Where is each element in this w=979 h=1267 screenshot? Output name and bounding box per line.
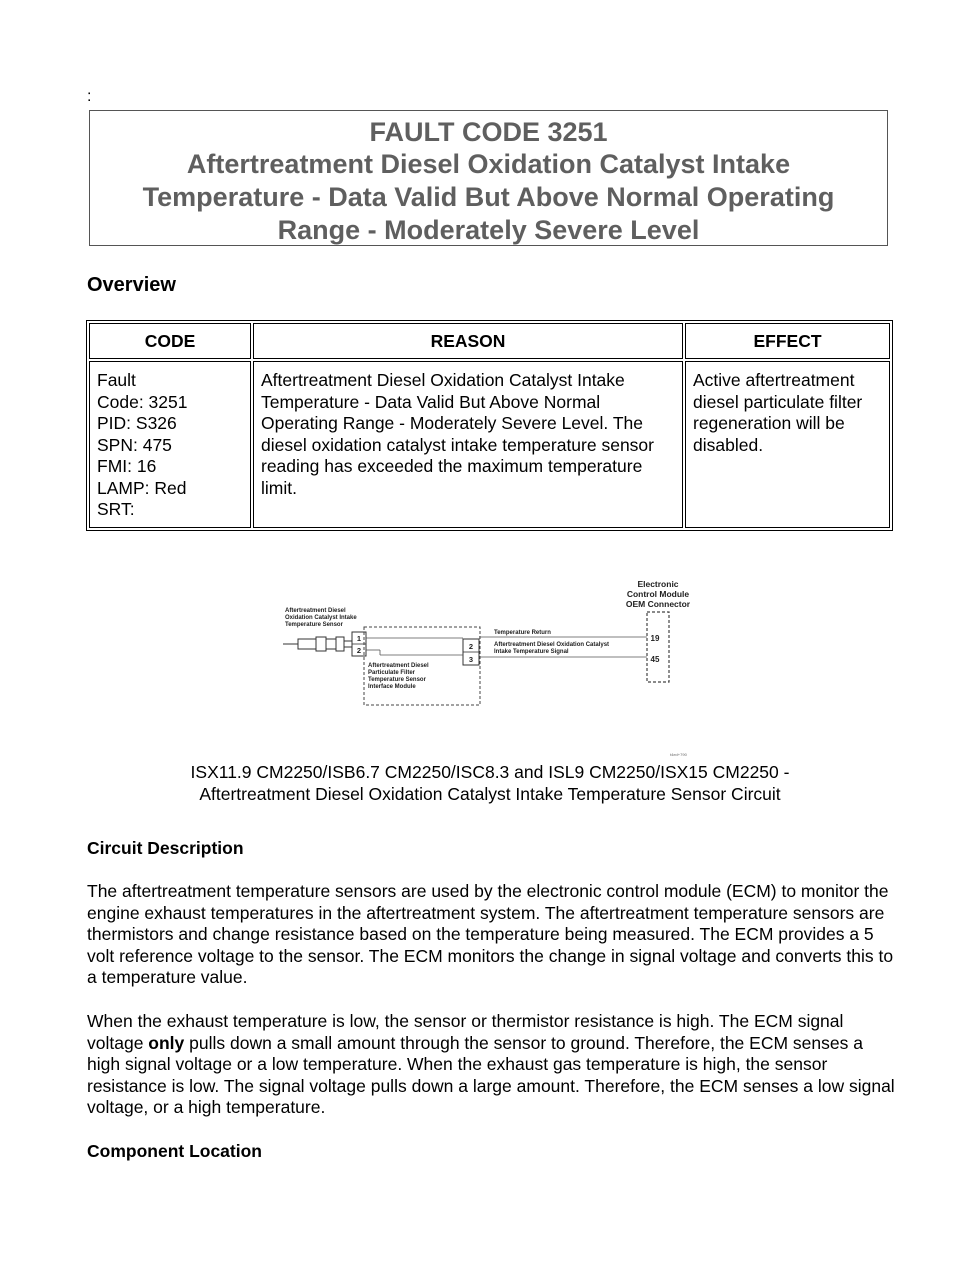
wire-signal-label-1: Aftertreatment Diesel Oxidation Catalyst bbox=[494, 642, 610, 648]
paragraph-text: pulls down a small amount through the sensor to ground. Therefore, the ECM senses a high signal voltage or a low temperature. When the exhaust gas temperature is high, the sensor resistance is low. The signal voltage pulls down a large amount. Therefore, the ECM senses a low signal voltage, or a high temperature. bbox=[87, 1032, 895, 1117]
overview-heading: Overview bbox=[87, 274, 176, 296]
effect-cell: Active aftertreatment diesel particulate filter regeneration will be disabled. bbox=[685, 361, 890, 528]
overview-table bbox=[86, 320, 893, 531]
module-label-1: Aftertreatment Diesel bbox=[368, 663, 429, 669]
pin-m3-label: 3 bbox=[468, 655, 474, 664]
ecm-connector-box bbox=[647, 612, 669, 682]
circuit-paragraph-1: The aftertreatment temperature sensors are used by the electronic control module (ECM) to monitor the engine exhaust temperatures in the aftertreatment system. The aftertreatment temperature sensors are thermistors and change resistance based on the temperature being measured. The ECM provides a 5 volt reference voltage to the sensor. The ECM monitors the change in signal voltage and converts this to a temperature value. bbox=[87, 881, 894, 987]
sensor-harness-wires bbox=[366, 638, 463, 655]
fault-code-title: FAULT CODE 3251 bbox=[369, 117, 608, 147]
column-header-effect: EFFECT bbox=[685, 323, 890, 359]
pin-1-label: 1 bbox=[356, 634, 362, 643]
sensor-label-1: Aftertreatment Diesel bbox=[285, 608, 346, 614]
component-location-heading: Component Location bbox=[87, 1141, 262, 1161]
circuit-diagram bbox=[280, 575, 700, 760]
code-cell bbox=[89, 361, 251, 528]
module-label-4: Interface Module bbox=[368, 684, 416, 690]
lead-mark: : bbox=[87, 88, 92, 105]
paragraph-text: When the exhaust temperature is low, the sensor or thermistor resistance is high. The ECM signal voltage bbox=[87, 1011, 844, 1053]
fault-description-title: Aftertreatment Diesel Oxidation Catalyst Intake Temperature - Data Valid But Above Normal Operating Range - Moderately Severe Level bbox=[142, 149, 835, 245]
circuit-description-heading: Circuit Description bbox=[87, 838, 244, 858]
code-line: Code: 3251 bbox=[97, 391, 188, 412]
code-line: PID: S326 bbox=[97, 413, 177, 433]
code-line: SPN: 475 bbox=[97, 434, 172, 455]
code-line: Fault bbox=[97, 370, 136, 390]
wire-signal-label-2: Intake Temperature Signal bbox=[494, 649, 569, 655]
pin-45-label: 45 bbox=[650, 655, 660, 664]
figure-caption bbox=[90, 761, 890, 805]
ecm-label-2: Control Module bbox=[626, 589, 690, 599]
module-label-2: Particulate Filter bbox=[368, 670, 416, 676]
pin-19-label: 19 bbox=[650, 634, 660, 643]
sensor-label-2: Oxidation Catalyst Intake bbox=[285, 615, 357, 621]
caption-line-1: ISX11.9 CM2250/ISB6.7 CM2250/ISC8.3 and ISL9 CM2250/ISX15 CM2250 - bbox=[190, 762, 790, 782]
code-line: FMI: 16 bbox=[97, 456, 157, 476]
module-label-3: Temperature Sensor bbox=[368, 677, 426, 683]
caption-line-2: Aftertreatment Diesel Oxidation Catalyst Intake Temperature Sensor Circuit bbox=[199, 784, 781, 804]
ecm-label-1: Electronic bbox=[637, 579, 679, 589]
reason-cell: Aftertreatment Diesel Oxidation Catalyst Intake Temperature - Data Valid But Above Normal Operating Range - Moderately Severe Level. The diesel oxidation catalyst intake temperature sensor reading has exceeded the maximum temperature limit. bbox=[253, 361, 683, 528]
pin-m2-label: 2 bbox=[468, 642, 474, 651]
temperature-sensor-probe bbox=[283, 637, 352, 651]
pin-2-label: 2 bbox=[356, 646, 362, 655]
table-header-row bbox=[89, 323, 890, 359]
figure-id: t4ed+790 bbox=[670, 752, 687, 757]
code-line: SRT: bbox=[97, 499, 135, 519]
circuit-paragraph-2 bbox=[87, 1011, 897, 1119]
sensor-label-3: Temperature Sensor bbox=[285, 622, 343, 628]
table-row bbox=[89, 361, 890, 528]
column-header-reason: REASON bbox=[253, 323, 683, 359]
code-line: LAMP: Red bbox=[97, 477, 187, 498]
column-header-code: CODE bbox=[89, 323, 251, 359]
fault-title-box bbox=[89, 110, 888, 246]
emphasis-text: only bbox=[148, 1032, 185, 1053]
ecm-label-3: OEM Connector bbox=[625, 599, 691, 609]
wire-return-label: Temperature Return bbox=[494, 630, 551, 636]
